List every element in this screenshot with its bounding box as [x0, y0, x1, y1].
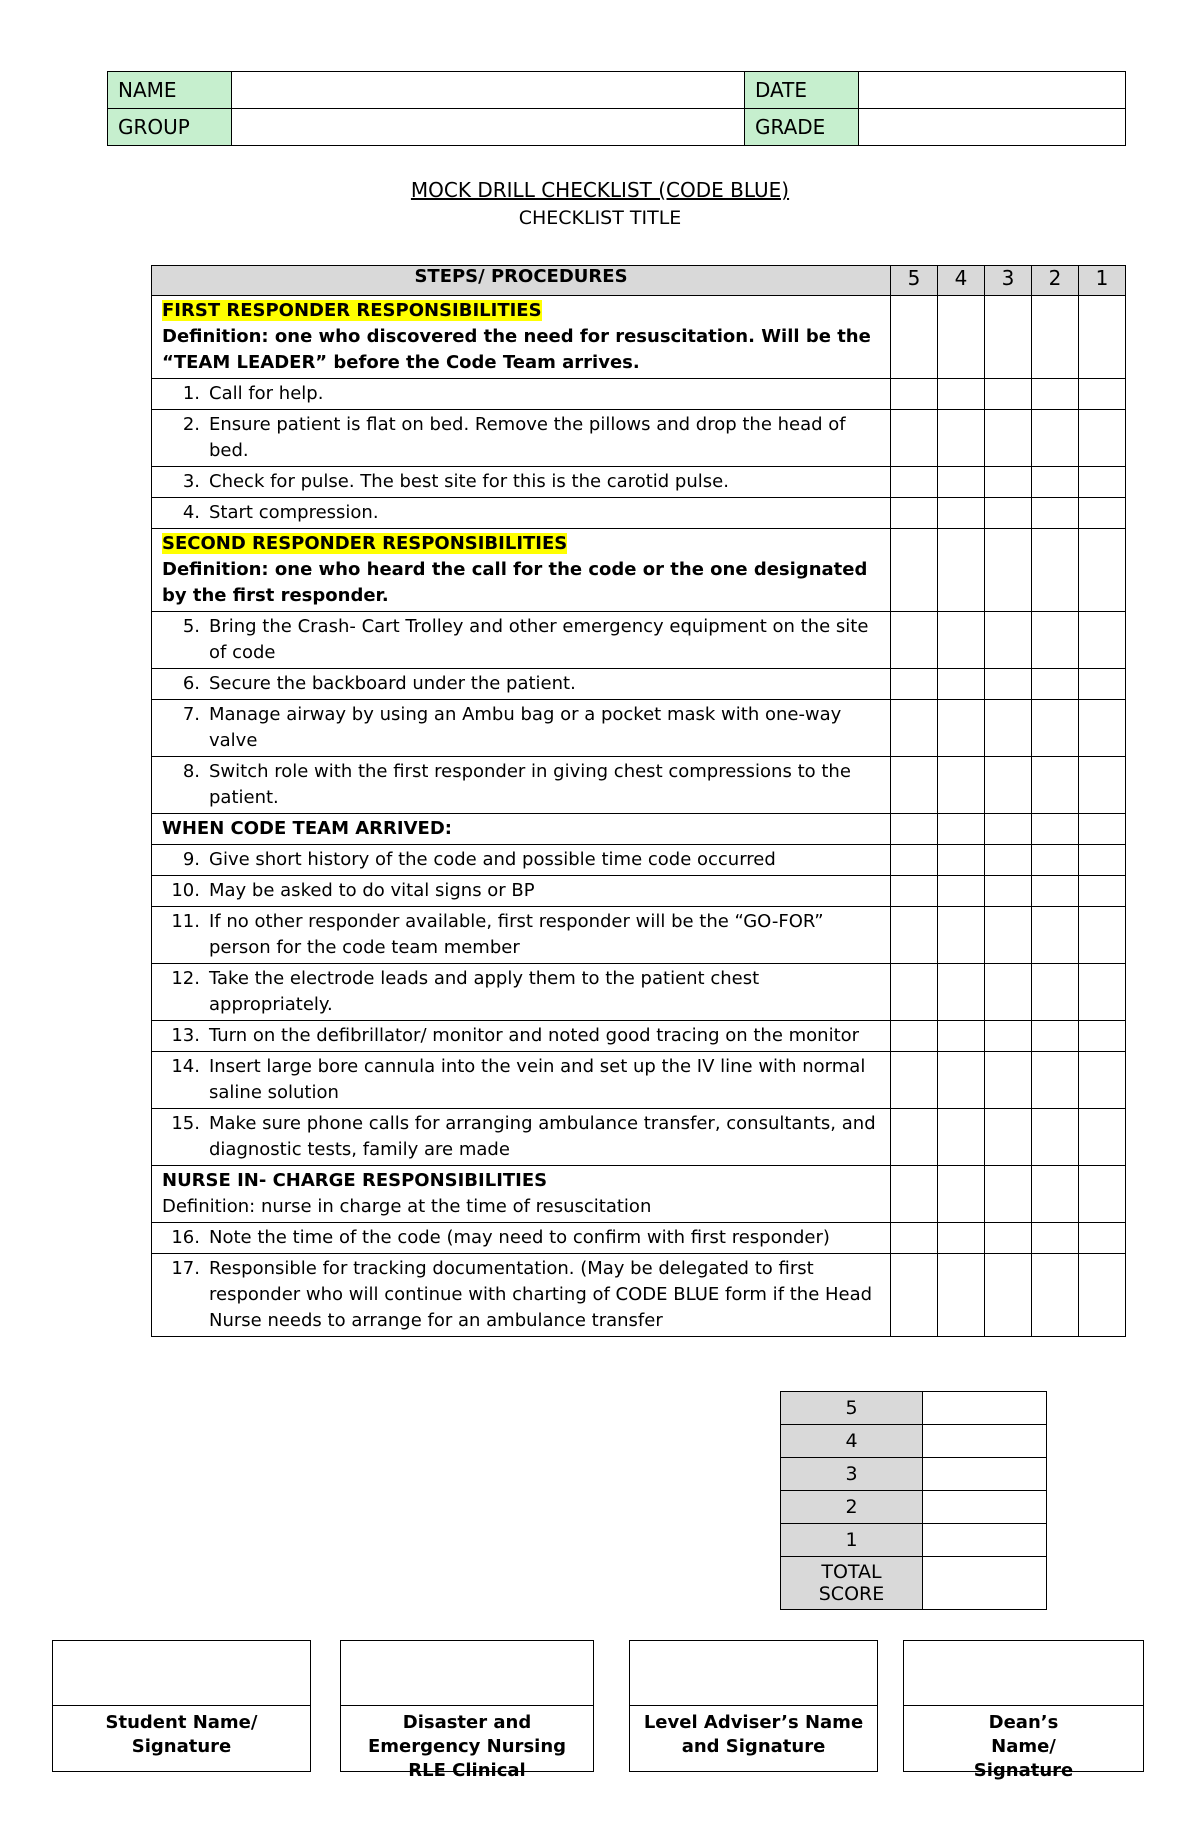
step-row [152, 379, 1126, 410]
step-score-cell[interactable] [985, 876, 1032, 907]
step-row [152, 907, 1126, 964]
step-score-cell[interactable] [891, 612, 938, 669]
step-row [152, 410, 1126, 467]
checklist-table [151, 265, 1126, 1337]
summary-score-label: 1 [781, 1524, 923, 1557]
step-row [152, 1021, 1126, 1052]
step-text: Take the electrode leads and apply them to the patient chest appropriately. [209, 968, 760, 1015]
step-score-cell[interactable] [1032, 1021, 1079, 1052]
step-score-cell[interactable] [891, 845, 938, 876]
step-text: Check for pulse. The best site for this is the carotid pulse. [209, 471, 729, 492]
section-heading-row [152, 529, 1126, 612]
total-score-label: TOTAL SCORE [781, 1557, 923, 1610]
section-nurse-score-cell[interactable] [1079, 1166, 1126, 1223]
step-score-cell[interactable] [1032, 876, 1079, 907]
step-number: 13. [171, 1025, 200, 1046]
grade-label: GRADE [745, 109, 859, 146]
section-heading: WHEN CODE TEAM ARRIVED: [162, 818, 452, 839]
step-row [152, 700, 1126, 757]
step-text: Bring the Crash- Cart Trolley and other emergency equipment on the site of code [209, 616, 869, 663]
summary-score-label: 4 [781, 1425, 923, 1458]
step-score-cell[interactable] [985, 379, 1032, 410]
step-text: Responsible for tracking documentation. (May be delegated to first responder who will continue with charting of CODE BLUE form if the Head Nurse needs to arrange for an ambulance transfer [209, 1258, 873, 1331]
section-nurse-score-cell[interactable] [1032, 1166, 1079, 1223]
step-text: Insert large bore cannula into the vein and set up the IV line with normal saline solution [209, 1056, 866, 1103]
step-score-cell[interactable] [985, 964, 1032, 1021]
summary-row [781, 1458, 1047, 1491]
step-score-cell[interactable] [1032, 1109, 1079, 1166]
date-label: DATE [745, 72, 859, 109]
grade-field[interactable] [859, 109, 1126, 146]
step-number: 10. [171, 880, 200, 901]
step-score-cell[interactable] [938, 1109, 985, 1166]
step-row [152, 1052, 1126, 1109]
step-score-cell[interactable] [1079, 1254, 1126, 1337]
step-score-cell[interactable] [985, 845, 1032, 876]
summary-count-field[interactable] [923, 1458, 1047, 1491]
section-first-score-cell[interactable] [938, 296, 985, 379]
step-score-cell[interactable] [891, 1254, 938, 1337]
step-row [152, 669, 1126, 700]
step-number: 15. [171, 1113, 200, 1134]
step-score-cell[interactable] [1079, 467, 1126, 498]
step-score-cell[interactable] [1079, 1109, 1126, 1166]
date-field[interactable] [859, 72, 1126, 109]
step-score-cell[interactable] [1032, 1223, 1079, 1254]
step-score-cell[interactable] [985, 669, 1032, 700]
step-number: 17. [171, 1258, 200, 1279]
section-first-score-cell[interactable] [985, 296, 1032, 379]
section-heading-row [152, 296, 1126, 379]
step-score-cell[interactable] [1032, 612, 1079, 669]
step-score-cell[interactable] [1079, 612, 1126, 669]
step-score-cell[interactable] [1079, 410, 1126, 467]
step-score-cell[interactable] [938, 1254, 985, 1337]
adviser-signature-box[interactable] [629, 1640, 878, 1772]
step-score-cell[interactable] [891, 1052, 938, 1109]
section-second-score-cell[interactable] [938, 529, 985, 612]
step-score-cell[interactable] [985, 1052, 1032, 1109]
step-score-cell[interactable] [1032, 498, 1079, 529]
step-score-cell[interactable] [938, 498, 985, 529]
step-score-cell[interactable] [1032, 467, 1079, 498]
section-second-score-cell[interactable] [1032, 529, 1079, 612]
step-score-cell[interactable] [891, 1021, 938, 1052]
step-score-cell[interactable] [938, 1052, 985, 1109]
step-score-cell[interactable] [891, 379, 938, 410]
summary-row [781, 1491, 1047, 1524]
step-score-cell[interactable] [1032, 964, 1079, 1021]
summary-count-field[interactable] [923, 1491, 1047, 1524]
score-header-4: 4 [938, 266, 985, 296]
step-number: 6. [182, 673, 200, 694]
step-score-cell[interactable] [938, 612, 985, 669]
step-row [152, 876, 1126, 907]
section-definition: Definition: nurse in charge at the time of resuscitation [162, 1196, 652, 1217]
step-score-cell[interactable] [938, 907, 985, 964]
student-info-table [107, 71, 1126, 146]
step-score-cell[interactable] [891, 907, 938, 964]
score-header-1: 1 [1079, 266, 1126, 296]
section-definition: Definition: one who heard the call for the code or the one designated by the first responder. [162, 559, 868, 606]
step-score-cell[interactable] [891, 964, 938, 1021]
step-score-cell[interactable] [891, 700, 938, 757]
score-summary-table [780, 1391, 1047, 1610]
step-score-cell[interactable] [891, 757, 938, 814]
step-score-cell[interactable] [938, 757, 985, 814]
name-label: NAME [108, 72, 232, 109]
step-row [152, 1223, 1126, 1254]
section-nurse-score-cell[interactable] [891, 1166, 938, 1223]
step-score-cell[interactable] [985, 757, 1032, 814]
step-text: Switch role with the first responder in giving chest compressions to the patient. [209, 761, 851, 808]
step-score-cell[interactable] [1079, 700, 1126, 757]
step-row [152, 1109, 1126, 1166]
section-first-score-cell[interactable] [1032, 296, 1079, 379]
step-score-cell[interactable] [1032, 907, 1079, 964]
step-text: Secure the backboard under the patient. [209, 673, 576, 694]
step-number: 16. [171, 1227, 200, 1248]
student-signature-label: Student Name/ Signature [105, 1712, 258, 1757]
step-score-cell[interactable] [985, 467, 1032, 498]
section-nurse-score-cell[interactable] [938, 1166, 985, 1223]
step-text: Make sure phone calls for arranging ambulance transfer, consultants, and diagnostic tests, family are made [209, 1113, 876, 1160]
step-score-cell[interactable] [891, 1109, 938, 1166]
step-text: Call for help. [209, 383, 324, 404]
score-header-3: 3 [985, 266, 1032, 296]
summary-total-row [781, 1557, 1047, 1610]
total-score-field[interactable] [923, 1557, 1047, 1610]
step-row [152, 467, 1126, 498]
step-text: If no other responder available, first responder will be the “GO-FOR” person for the code team member [209, 911, 824, 958]
summary-row [781, 1392, 1047, 1425]
step-score-cell[interactable] [1079, 845, 1126, 876]
step-score-cell[interactable] [985, 1109, 1032, 1166]
step-score-cell[interactable] [985, 907, 1032, 964]
step-text: Ensure patient is flat on bed. Remove the pillows and drop the head of bed. [209, 414, 846, 461]
clinical-signature-box[interactable] [340, 1640, 594, 1781]
step-score-cell[interactable] [1079, 669, 1126, 700]
step-score-cell[interactable] [891, 467, 938, 498]
step-score-cell[interactable] [1032, 1254, 1079, 1337]
section-first-score-cell[interactable] [891, 296, 938, 379]
step-score-cell[interactable] [1079, 757, 1126, 814]
step-row [152, 498, 1126, 529]
section-code_team-score-cell[interactable] [891, 814, 938, 845]
summary-score-label: 2 [781, 1491, 923, 1524]
step-score-cell[interactable] [1032, 757, 1079, 814]
page-title: MOCK DRILL CHECKLIST (CODE BLUE) [410, 178, 790, 202]
step-score-cell[interactable] [985, 1254, 1032, 1337]
step-score-cell[interactable] [938, 700, 985, 757]
step-score-cell[interactable] [985, 410, 1032, 467]
summary-score-label: 3 [781, 1458, 923, 1491]
step-score-cell[interactable] [938, 1021, 985, 1052]
step-score-cell[interactable] [938, 379, 985, 410]
section-second-score-cell[interactable] [891, 529, 938, 612]
step-text: Note the time of the code (may need to confirm with first responder) [209, 1227, 830, 1248]
summary-row [781, 1425, 1047, 1458]
dean-signature-label: Dean’s Name/ Signature [973, 1712, 1074, 1781]
step-score-cell[interactable] [985, 498, 1032, 529]
section-heading-row [152, 1166, 1126, 1223]
step-text: May be asked to do vital signs or BP [209, 880, 535, 901]
step-score-cell[interactable] [1032, 700, 1079, 757]
step-text: Give short history of the code and possible time code occurred [209, 849, 776, 870]
section-heading: SECOND RESPONDER RESPONSIBILITIES [162, 533, 568, 554]
step-number: 7. [182, 704, 200, 725]
step-score-cell[interactable] [1079, 907, 1126, 964]
step-score-cell[interactable] [1032, 410, 1079, 467]
name-field[interactable] [232, 72, 745, 109]
section-code_team-score-cell[interactable] [1032, 814, 1079, 845]
step-score-cell[interactable] [891, 498, 938, 529]
step-number: 5. [182, 616, 200, 637]
step-row [152, 757, 1126, 814]
section-code_team-score-cell[interactable] [938, 814, 985, 845]
step-score-cell[interactable] [1032, 845, 1079, 876]
student-signature-box[interactable] [52, 1640, 311, 1772]
step-score-cell[interactable] [985, 1223, 1032, 1254]
checklist-subtitle: CHECKLIST TITLE [518, 207, 682, 229]
step-score-cell[interactable] [1079, 1021, 1126, 1052]
step-number: 3. [182, 471, 200, 492]
step-number: 4. [182, 502, 200, 523]
score-header-5: 5 [891, 266, 938, 296]
step-score-cell[interactable] [938, 467, 985, 498]
summary-count-field[interactable] [923, 1392, 1047, 1425]
summary-count-field[interactable] [923, 1524, 1047, 1557]
step-score-cell[interactable] [938, 410, 985, 467]
adviser-signature-label: Level Adviser’s Name and Signature [643, 1712, 864, 1757]
section-heading-row [152, 814, 1126, 845]
section-heading: FIRST RESPONDER RESPONSIBILITIES [162, 300, 542, 321]
step-score-cell[interactable] [938, 876, 985, 907]
step-score-cell[interactable] [891, 410, 938, 467]
step-row [152, 845, 1126, 876]
section-second-score-cell[interactable] [1079, 529, 1126, 612]
step-score-cell[interactable] [1079, 964, 1126, 1021]
step-row [152, 612, 1126, 669]
step-number: 11. [171, 911, 200, 932]
summary-row [781, 1524, 1047, 1557]
step-number: 12. [171, 968, 200, 989]
group-label: GROUP [108, 109, 232, 146]
step-score-cell[interactable] [1032, 669, 1079, 700]
step-text: Manage airway by using an Ambu bag or a pocket mask with one-way valve [209, 704, 842, 751]
step-score-cell[interactable] [891, 876, 938, 907]
section-heading: NURSE IN- CHARGE RESPONSIBILITIES [162, 1170, 548, 1191]
dean-signature-box[interactable] [903, 1640, 1144, 1781]
step-score-cell[interactable] [1079, 1223, 1126, 1254]
step-score-cell[interactable] [985, 1021, 1032, 1052]
section-code_team-score-cell[interactable] [1079, 814, 1126, 845]
step-score-cell[interactable] [891, 669, 938, 700]
step-score-cell[interactable] [938, 669, 985, 700]
step-text: Turn on the defibrillator/ monitor and noted good tracing on the monitor [209, 1025, 860, 1046]
step-score-cell[interactable] [938, 1223, 985, 1254]
step-row [152, 964, 1126, 1021]
section-nurse-score-cell[interactable] [985, 1166, 1032, 1223]
section-second-score-cell[interactable] [985, 529, 1032, 612]
step-number: 14. [171, 1056, 200, 1077]
step-score-cell[interactable] [1079, 876, 1126, 907]
step-number: 8. [182, 761, 200, 782]
step-score-cell[interactable] [1032, 379, 1079, 410]
step-score-cell[interactable] [938, 964, 985, 1021]
steps-header: STEPS/ PROCEDURES [152, 266, 891, 296]
step-score-cell[interactable] [1079, 379, 1126, 410]
step-score-cell[interactable] [985, 700, 1032, 757]
summary-score-label: 5 [781, 1392, 923, 1425]
score-header-2: 2 [1032, 266, 1079, 296]
step-score-cell[interactable] [1079, 498, 1126, 529]
step-number: 2. [182, 414, 200, 435]
step-number: 1. [182, 383, 200, 404]
step-number: 9. [182, 849, 200, 870]
summary-count-field[interactable] [923, 1425, 1047, 1458]
step-score-cell[interactable] [1032, 1052, 1079, 1109]
group-field[interactable] [232, 109, 745, 146]
step-row [152, 1254, 1126, 1337]
step-score-cell[interactable] [891, 1223, 938, 1254]
step-score-cell[interactable] [938, 845, 985, 876]
section-definition: Definition: one who discovered the need for resuscitation. Will be the “TEAM LEADER” before the Code Team arrives. [162, 326, 871, 373]
step-score-cell[interactable] [1079, 1052, 1126, 1109]
section-first-score-cell[interactable] [1079, 296, 1126, 379]
step-text: Start compression. [209, 502, 379, 523]
clinical-signature-label: Disaster and Emergency Nursing RLE Clinical [367, 1712, 567, 1781]
step-score-cell[interactable] [985, 612, 1032, 669]
section-code_team-score-cell[interactable] [985, 814, 1032, 845]
